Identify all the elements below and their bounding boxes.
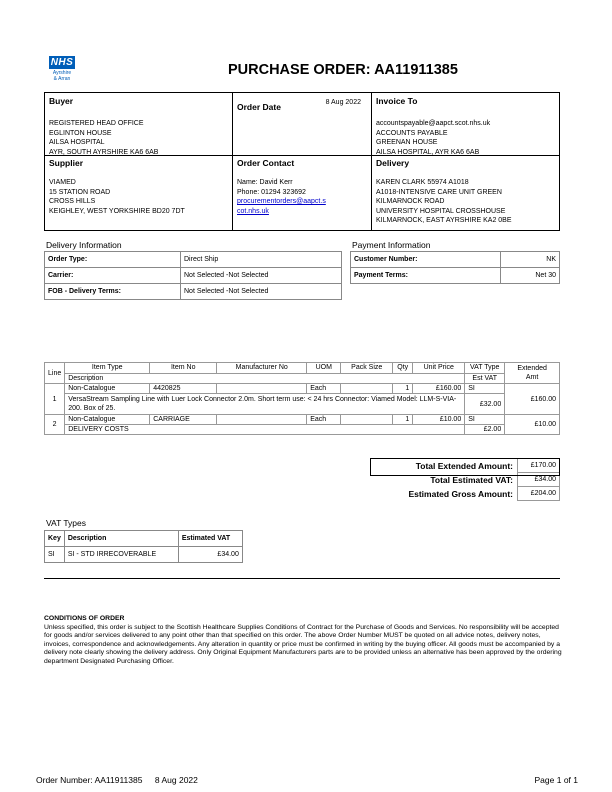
extended-amount: £10.00 — [505, 415, 560, 435]
qty: 1 — [393, 384, 413, 394]
carrier-label: Carrier: — [45, 268, 181, 284]
gross-amount-value: £204.00 — [518, 487, 560, 501]
buyer-line: AILSA HOSPITAL — [49, 139, 105, 146]
table-row — [45, 415, 560, 425]
item-type: Non-Catalogue — [65, 415, 150, 425]
supplier-line: KEIGHLEY, WEST YORKSHIRE BD20 7DT — [49, 207, 185, 215]
order-contact-label: Order Contact — [237, 158, 295, 168]
unit-price: £10.00 — [413, 415, 465, 425]
vat-col-description: Description — [64, 531, 178, 547]
conditions-of-order — [44, 615, 568, 667]
col-manufacturer-no: Manufacturer No — [217, 363, 307, 374]
table-row — [351, 268, 560, 284]
nhs-logo — [44, 52, 80, 82]
est-vat: £2.00 — [465, 425, 505, 435]
footer-order-number — [36, 775, 198, 785]
table-row — [45, 268, 342, 284]
item-type: Non-Catalogue — [65, 384, 150, 394]
payment-info-table — [350, 251, 560, 284]
conditions-heading: CONDITIONS OF ORDER — [44, 615, 125, 622]
totals-row — [370, 487, 560, 501]
supplier-line: CROSS HILLS — [49, 198, 96, 205]
order-type-value: Direct Ship — [181, 252, 342, 268]
delivery-info-table — [44, 251, 342, 300]
table-row — [45, 394, 560, 415]
vat-type: SI — [465, 415, 505, 425]
table-row — [45, 384, 560, 394]
invoice-to-label: Invoice To — [376, 96, 418, 106]
vat-type: SI — [465, 384, 505, 394]
item-description: VersaStream Sampling Line with Luer Lock Connector 2.0m. Short term use: < 24 hrs Connector: Viamed Model: LLM-S-VIA-200. Box of 25. — [65, 394, 465, 415]
est-vat: £32.00 — [465, 394, 505, 415]
footer-order-number-text: Order Number: AA11911385 — [36, 775, 143, 785]
carrier-value: Not Selected -Not Selected — [181, 268, 342, 284]
vat-col-key: Key — [45, 531, 65, 547]
contact-email-link-cont[interactable]: cot.nhs.uk — [237, 207, 269, 215]
table-row — [45, 252, 342, 268]
col-est-vat: Est VAT — [465, 373, 505, 384]
supplier-line: VIAMED — [49, 179, 76, 186]
invoice-to-section — [376, 96, 490, 157]
col-item-no: Item No — [150, 363, 217, 374]
buyer-line: AYR, SOUTH AYRSHIRE KA6 6AB — [49, 148, 159, 156]
supplier-label: Supplier — [49, 158, 84, 168]
divider — [44, 578, 560, 579]
payment-terms-value: Net 30 — [501, 268, 560, 284]
buyer-label: Buyer — [49, 96, 74, 106]
delivery-line: KILMARNOCK ROAD — [376, 198, 445, 205]
col-uom: UOM — [307, 363, 341, 374]
invoice-line: accountspayable@aapct.scot.nhs.uk — [376, 120, 491, 127]
fob-value: Not Selected -Not Selected — [181, 284, 342, 300]
order-date-label: Order Date — [237, 102, 281, 112]
delivery-section — [376, 158, 512, 226]
buyer-line: REGISTERED HEAD OFFICE — [49, 120, 144, 127]
vat-estimated: £34.00 — [178, 547, 242, 563]
line-number: 1 — [45, 384, 65, 415]
total-vat-label: Total Estimated VAT: — [430, 474, 513, 485]
order-type-label: Order Type: — [45, 252, 181, 268]
supplier-section — [49, 158, 185, 216]
gross-amount-label: Estimated Gross Amount: — [408, 488, 513, 499]
pack-size — [341, 415, 393, 425]
footer-date: 8 Aug 2022 — [154, 775, 198, 785]
vat-col-estimated: Estimated VAT — [178, 531, 242, 547]
col-amt-label: Amt — [525, 374, 539, 381]
nhs-logo-mark: NHS — [50, 57, 74, 68]
delivery-label: Delivery — [376, 158, 410, 168]
uom: Each — [307, 415, 341, 425]
page-title: PURCHASE ORDER: AA11911385 — [228, 62, 458, 78]
footer-page-number: Page 1 of 1 — [534, 775, 578, 785]
line-number: 2 — [45, 415, 65, 435]
vat-types-table — [44, 530, 243, 563]
payment-info-heading: Payment Information — [352, 240, 431, 250]
vat-description: SI - STD IRRECOVERABLE — [64, 547, 178, 563]
item-no: 4420825 — [150, 384, 217, 394]
logo-sub-2: & Arran — [53, 76, 71, 82]
total-vat-value: £34.00 — [518, 473, 560, 487]
address-block — [44, 92, 560, 231]
manufacturer-no — [217, 384, 307, 394]
unit-price: £160.00 — [413, 384, 465, 394]
payment-terms-label: Payment Terms: — [351, 268, 501, 284]
extended-amount: £160.00 — [505, 384, 560, 415]
order-contact-section — [237, 158, 326, 216]
table-row — [45, 284, 342, 300]
invoice-line: ACCOUNTS PAYABLE — [376, 129, 448, 137]
manufacturer-no — [217, 415, 307, 425]
delivery-line: KAREN CLARK 55974 A1018 — [376, 179, 469, 186]
col-vat-type: VAT Type — [465, 363, 505, 374]
vat-types-heading: VAT Types — [46, 518, 87, 528]
buyer-section — [49, 96, 158, 157]
fob-label: FOB - Delivery Terms: — [45, 284, 181, 300]
uom: Each — [307, 384, 341, 394]
contact-email-link[interactable]: procurementorders@aapct.s — [237, 198, 326, 205]
col-unit-price: Unit Price — [413, 363, 465, 374]
col-qty: Qty — [393, 363, 413, 374]
col-line: Line — [45, 363, 65, 384]
table-header-row — [45, 363, 560, 374]
contact-name: Name: David Kerr — [237, 179, 293, 186]
col-pack-size: Pack Size — [341, 363, 393, 374]
table-row — [45, 425, 560, 435]
pack-size — [341, 384, 393, 394]
order-date-value: 8 Aug 2022 — [325, 99, 361, 106]
total-extended-label: Total Extended Amount: — [415, 460, 513, 471]
logo-sub-1: Ayrshire — [52, 70, 72, 76]
table-header-row — [45, 531, 243, 547]
conditions-text: Unless specified, this order is subject to the Scottish Healthcare Supplies Conditions of Contract for the Purchase of Goods and Services. No responsibility will be accepted for goods and/or services delivered to any point other than that specified on this order. The above Order Number MUST be quoted on all advice notes, delivery notes, invoices, correspondence and acknowledgements. Any alteration in quantity or price must be confirmed in writing by the buying officer. All goods must be accompanied by a delivery note clearly showing the delivery address. Only Original Equipment Manufacturers parts are to be provided unless an alternative has been approved by the ordering department Designated Purchasing Officer. — [44, 623, 562, 665]
item-no: CARRIAGE — [150, 415, 217, 425]
order-date-section — [237, 97, 367, 115]
col-extended-label: Extended — [517, 365, 547, 372]
col-description: Description — [65, 373, 465, 384]
line-items-table — [44, 362, 560, 435]
delivery-info-heading: Delivery Information — [46, 240, 122, 250]
buyer-line: EGLINTON HOUSE — [49, 129, 112, 137]
col-item-type: Item Type — [65, 363, 150, 374]
col-extended — [505, 363, 560, 384]
table-row — [351, 252, 560, 268]
customer-number-label: Customer Number: — [351, 252, 501, 268]
delivery-line: KILMARNOCK, EAST AYRSHIRE KA2 0BE — [376, 217, 512, 224]
customer-number-value: NK — [501, 252, 560, 268]
qty: 1 — [393, 415, 413, 425]
table-row — [45, 547, 243, 563]
delivery-line: UNIVERSITY HOSPITAL CROSSHOUSE — [376, 207, 506, 215]
invoice-line: AILSA HOSPITAL, AYR KA6 6AB — [376, 148, 480, 156]
invoice-line: GREENAN HOUSE — [376, 139, 438, 146]
total-extended-frame — [370, 458, 560, 476]
supplier-line: 15 STATION ROAD — [49, 188, 111, 196]
total-extended-value: £170.00 — [518, 459, 560, 473]
contact-phone: Phone: 01294 323692 — [237, 188, 306, 196]
table-header-row — [45, 373, 560, 384]
delivery-line: A1018-INTENSIVE CARE UNIT GREEN — [376, 188, 502, 196]
item-description: DELIVERY COSTS — [65, 425, 465, 435]
vat-key: SI — [45, 547, 65, 563]
